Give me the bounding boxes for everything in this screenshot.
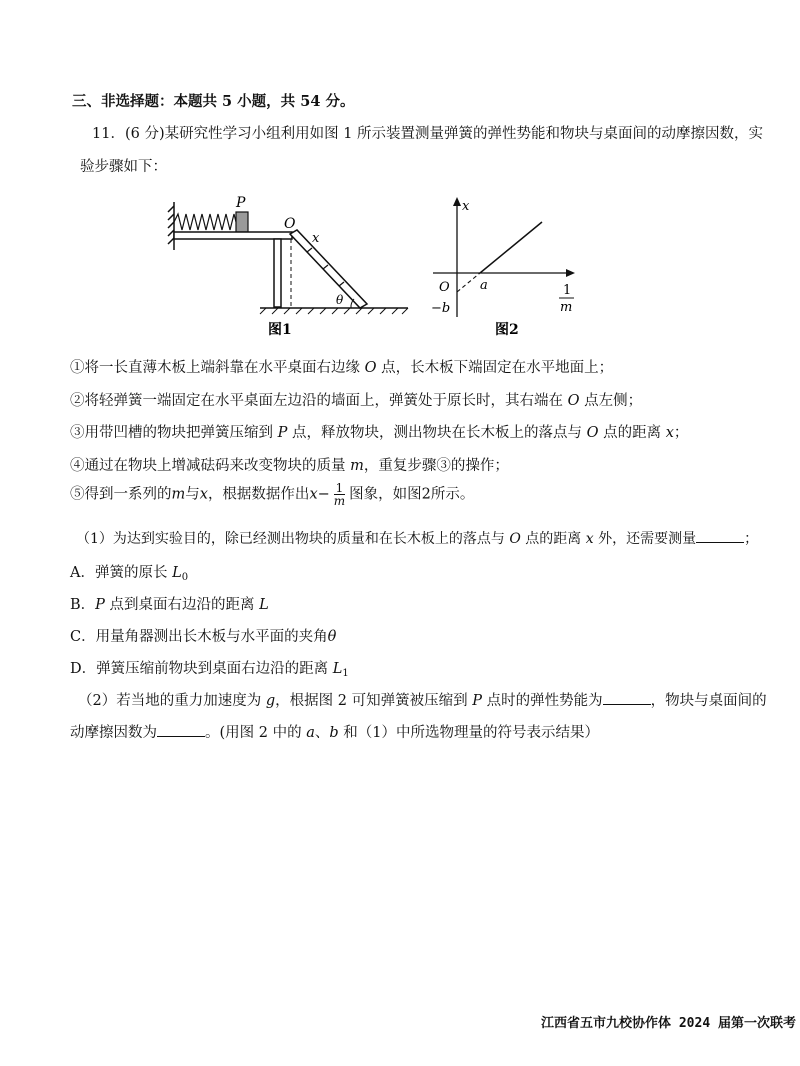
step-5: ⑤得到一系列的m与x，根据数据作出x− $\frac{1}{m}$ 图象，如图2所示。 xyxy=(70,481,475,508)
step-2: ②将轻弹簧一端固定在水平桌面左边沿的墙面上，弹簧处于原长时，其右端在 O 点左侧； xyxy=(70,393,643,409)
label-O: O xyxy=(439,280,450,295)
label-x: x xyxy=(462,199,470,214)
figure-1 xyxy=(160,192,430,347)
part-2-line1: （2）若当地的重力加速度为 g，根据图 2 可知弹簧被压缩到 P 点时的弹性势能为 ，物块与桌面间的 xyxy=(78,693,767,709)
wall xyxy=(168,202,174,250)
part-1-question: （1）为达到实验目的，除已经测出物块的质量和在长木板上的落点与 O 点的距离 x 外，还需要测量 ； xyxy=(76,531,759,547)
figure-1-caption: 图1 xyxy=(268,322,292,338)
label-theta: θ xyxy=(336,293,344,307)
option-c: C．用量角器测出长木板与水平面的夹角θ xyxy=(70,629,337,645)
option-b: B．P 点到桌面右边沿的距离 L xyxy=(70,597,269,613)
label-a: a xyxy=(480,278,488,293)
y-axis-arrow xyxy=(453,197,461,206)
part-2-line2: 动摩擦因数为 。(用图 2 中的 a、b 和（1）中所选物理量的符号表示结果） xyxy=(70,725,600,741)
figure-2 xyxy=(425,192,595,347)
option-a: A．弹簧的原长 $L_0$ xyxy=(70,565,189,583)
question-intro-line1: 11．(6 分)某研究性学习小组利用如图 1 所示装置测量弹簧的弹性势能和物块与桌面间的动摩擦因数，实 xyxy=(92,126,764,142)
label-P: P xyxy=(236,195,246,211)
ground-hatch xyxy=(260,308,408,314)
option-d: D．弹簧压缩前物块到桌面右边沿的距离 $L_1$ xyxy=(70,661,349,679)
step-3: ③用带凹槽的物块把弹簧压缩到 P 点，释放物块，测出物块在长木板上的落点与 O 点的距离 x； xyxy=(70,425,689,441)
label-O: O xyxy=(284,216,296,232)
exam-footer: 江西省五市九校协作体 2024 届第一次联考 xyxy=(541,1016,796,1031)
fit-line-solid xyxy=(480,222,542,273)
table-top xyxy=(174,232,292,239)
step-4: ④通过在物块上增减砝码来改变物块的质量 m，重复步骤③的操作； xyxy=(70,458,509,474)
answer-blank-1[interactable] xyxy=(696,530,744,543)
spring xyxy=(174,214,236,230)
block-P xyxy=(236,212,248,232)
label-neg-b: −b xyxy=(431,301,451,316)
angle-arc xyxy=(351,299,354,308)
answer-blank-3[interactable] xyxy=(157,724,205,737)
section-title: 三、非选择题：本题共 5 小题，共 54 分。 xyxy=(72,93,355,110)
step-1: ①将一长直薄木板上端斜靠在水平桌面右边缘 O 点，长木板下端固定在水平地面上； xyxy=(70,360,614,376)
inclined-board xyxy=(290,230,367,308)
x-axis-arrow xyxy=(566,269,575,277)
table-leg xyxy=(274,239,281,307)
label-m: m xyxy=(560,300,573,315)
label-x: x xyxy=(312,231,320,246)
answer-blank-2[interactable] xyxy=(603,692,651,705)
label-one: 1 xyxy=(563,283,572,298)
figure-2-caption: 图2 xyxy=(495,322,519,338)
fit-line-dashed xyxy=(457,273,480,292)
question-intro-line2: 验步骤如下： xyxy=(80,159,167,175)
fraction-1-over-m: $\frac{1}{m}$ xyxy=(333,481,346,508)
